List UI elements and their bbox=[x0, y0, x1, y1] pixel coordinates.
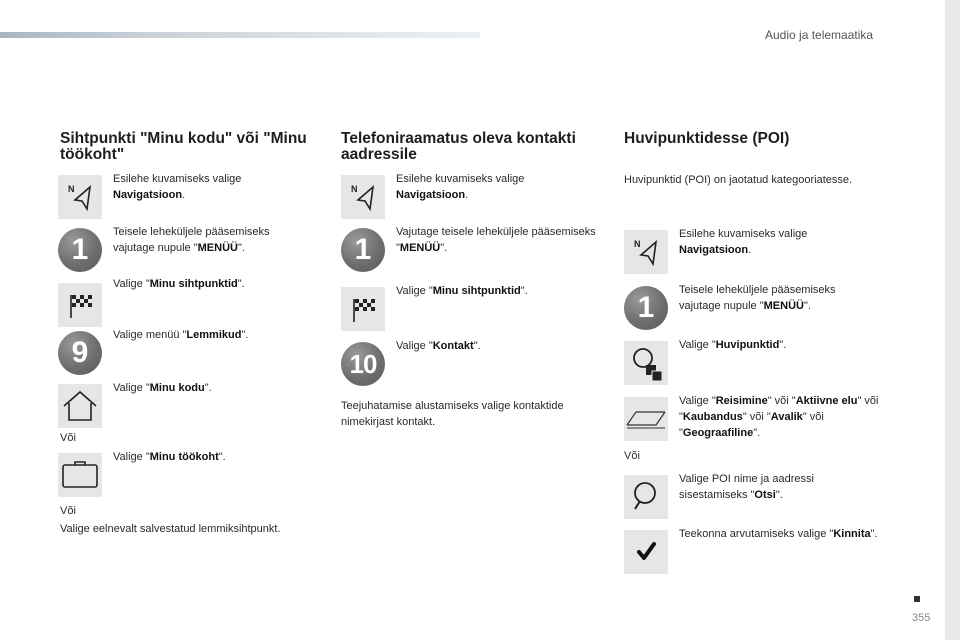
col3-intro: Huvipunktid (POI) on jaotatud kategooriatesse. bbox=[624, 174, 853, 186]
col1-step6: Valige "Minu töökoht". bbox=[113, 451, 226, 463]
page-number: 355 bbox=[912, 612, 931, 624]
col1-step4: Valige menüü "Lemmikud". bbox=[113, 329, 249, 341]
search-icon bbox=[624, 475, 668, 519]
col3-step5: Valige POI nime ja aadressi sisestamiseks "Otsi". bbox=[679, 473, 814, 501]
or-label: Või bbox=[60, 505, 76, 517]
or-label: Või bbox=[624, 450, 640, 462]
step-number-badge: 9 bbox=[58, 331, 102, 375]
svg-text:N: N bbox=[68, 184, 75, 194]
col3-step4: Valige "Reisimine" või "Aktiivne elu" või "Kaubandus" või "Avalik" või "Geograafiline". bbox=[679, 395, 879, 439]
col2-heading: Telefoniraamatus oleva kontakti aadressile bbox=[341, 130, 576, 163]
header-bar bbox=[0, 32, 480, 38]
svg-text:N: N bbox=[634, 239, 641, 249]
category-icon bbox=[624, 397, 668, 441]
navigation-icon bbox=[58, 175, 102, 219]
svg-text:N: N bbox=[351, 184, 358, 194]
col2-footer: Teejuhatamise alustamiseks valige kontaktide nimekirjast kontakt. bbox=[341, 400, 564, 428]
col1-footer: Valige eelnevalt salvestatud lemmiksihtpunkt. bbox=[60, 523, 281, 535]
col2-step3: Valige "Minu sihtpunktid". bbox=[396, 285, 528, 297]
col1-step2: Teisele leheküljele pääsemiseks vajutage nupule "MENÜÜ". bbox=[113, 226, 270, 254]
or-label: Või bbox=[60, 432, 76, 444]
col3-step6: Teekonna arvutamiseks valige "Kinnita". bbox=[679, 528, 878, 540]
checkmark-icon bbox=[624, 530, 668, 574]
checkered-flag-icon bbox=[58, 283, 102, 327]
col3-step2: Teisele leheküljele pääsemiseks vajutage nupule "MENÜÜ". bbox=[679, 284, 836, 312]
col2-step2: Vajutage teisele leheküljele pääsemiseks "MENÜÜ". bbox=[396, 226, 596, 254]
col1-heading: Sihtpunkti "Minu kodu" või "Minu töökoht" bbox=[60, 130, 307, 163]
navigation-icon bbox=[624, 230, 668, 274]
col3-heading: Huvipunktidesse (POI) bbox=[624, 130, 790, 147]
col3-step3: Valige "Huvipunktid". bbox=[679, 339, 787, 351]
section-title: Audio ja telemaatika bbox=[765, 28, 874, 42]
step-number-badge: 1 bbox=[624, 286, 668, 330]
col2-step1: Esilehe kuvamiseks valige Navigatsioon. bbox=[396, 173, 525, 201]
col1-step5: Valige "Minu kodu". bbox=[113, 382, 212, 394]
briefcase-icon bbox=[58, 453, 102, 497]
step-number-badge: 1 bbox=[341, 228, 385, 272]
home-icon bbox=[58, 384, 102, 428]
col1-step3: Valige "Minu sihtpunktid". bbox=[113, 278, 245, 290]
page-edge bbox=[945, 0, 960, 640]
col1-step1: Esilehe kuvamiseks valige Navigatsioon. bbox=[113, 173, 242, 201]
step-number-badge: 1 bbox=[58, 228, 102, 272]
col2-step4: Valige "Kontakt". bbox=[396, 340, 481, 352]
checkered-flag-icon bbox=[341, 287, 385, 331]
col3-step1: Esilehe kuvamiseks valige Navigatsioon. bbox=[679, 228, 808, 256]
navigation-icon bbox=[341, 175, 385, 219]
page-marker bbox=[914, 596, 920, 602]
step-number-badge: 10 bbox=[341, 342, 385, 386]
poi-search-icon bbox=[624, 341, 668, 385]
